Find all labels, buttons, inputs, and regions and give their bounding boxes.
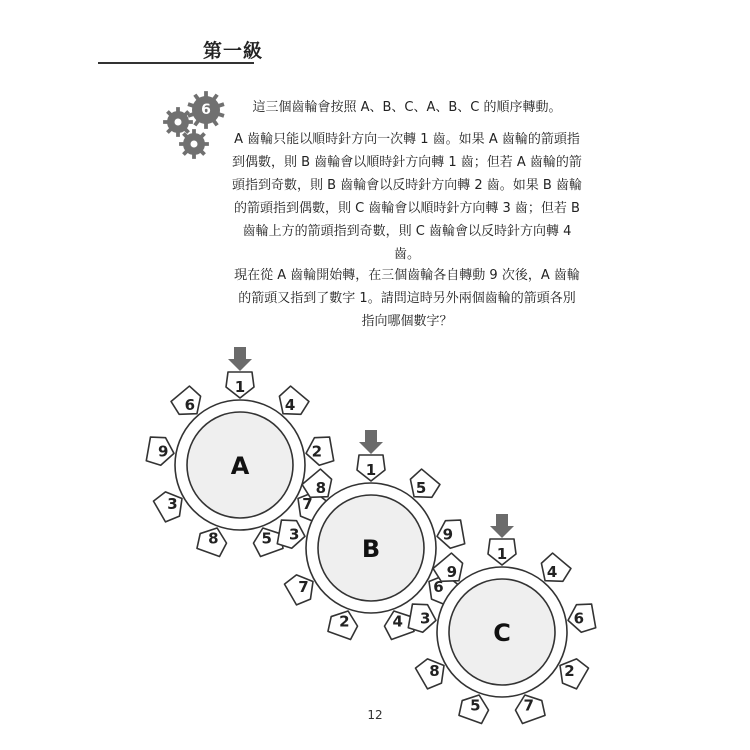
gear-number: 6 (184, 396, 196, 415)
gear-number: 2 (311, 442, 323, 461)
gear-number: 9 (442, 525, 454, 544)
puzzle-number: 6 (201, 102, 211, 118)
rules-paragraph: A 齒輪只能以順時針方向一次轉 1 齒。如果 A 齒輪的箭頭指到偶數，則 B 齒輪會以順時針方向轉 1 齒；但若 A 齒輪的箭頭指到奇數，則 B 齒輪會以反時針方向轉 2 齒。如果 B 齒輪的箭頭指到偶數，則 C 齒輪會以順時針方向轉 3 齒；但若 B 齒輪上方的箭頭指到奇數，則 C 齒輪會以反時針方向轉 4 齒。 (232, 132, 582, 262)
question-paragraph: 現在從 A 齒輪開始轉，在三個齒輪各自轉動 9 次後，A 齒輪的箭頭又指到了數字 1。請問這時另外兩個齒輪的箭頭各別指向哪個數字？ (234, 268, 580, 329)
gear-number: 4 (392, 612, 403, 631)
gear-number: 2 (564, 662, 575, 680)
gear-number: 1 (365, 461, 377, 479)
gear-number: 3 (167, 495, 178, 513)
gear-number: 5 (261, 529, 272, 548)
gear-label: A (230, 452, 250, 480)
gear-number: 5 (415, 479, 427, 498)
gear-number: 3 (288, 525, 300, 544)
gear-number: 1 (496, 545, 508, 563)
pointer-arrow-icon (228, 347, 252, 371)
gear-number: 8 (208, 529, 219, 548)
gear-number: 8 (429, 662, 440, 680)
gear-number: 6 (433, 578, 444, 596)
page-number: 12 (367, 708, 383, 722)
gear-number: 4 (546, 563, 558, 582)
gear-label: B (361, 535, 381, 563)
gear-number: 3 (419, 609, 431, 628)
gear-label: C (493, 619, 511, 647)
gear-number: 4 (284, 396, 296, 415)
gear-number: 5 (470, 696, 481, 715)
gear-number: 9 (446, 563, 458, 582)
gear-number: 2 (339, 612, 350, 631)
pointer-arrow-icon (359, 430, 383, 454)
gear-a (146, 347, 334, 557)
pointer-arrow-icon (490, 514, 514, 538)
gear-number: 8 (315, 479, 327, 498)
page-title: 第一級 (203, 40, 264, 62)
gear-number: 6 (573, 609, 585, 628)
gear-number: 7 (302, 495, 313, 513)
intro-paragraph: 這三個齒輪會按照 A、B、C、A、B、C 的順序轉動。 (252, 100, 562, 115)
gear-number: 7 (523, 696, 534, 715)
gear-number: 7 (298, 578, 309, 596)
gear-number: 1 (234, 378, 246, 396)
gear-number: 9 (157, 442, 169, 461)
